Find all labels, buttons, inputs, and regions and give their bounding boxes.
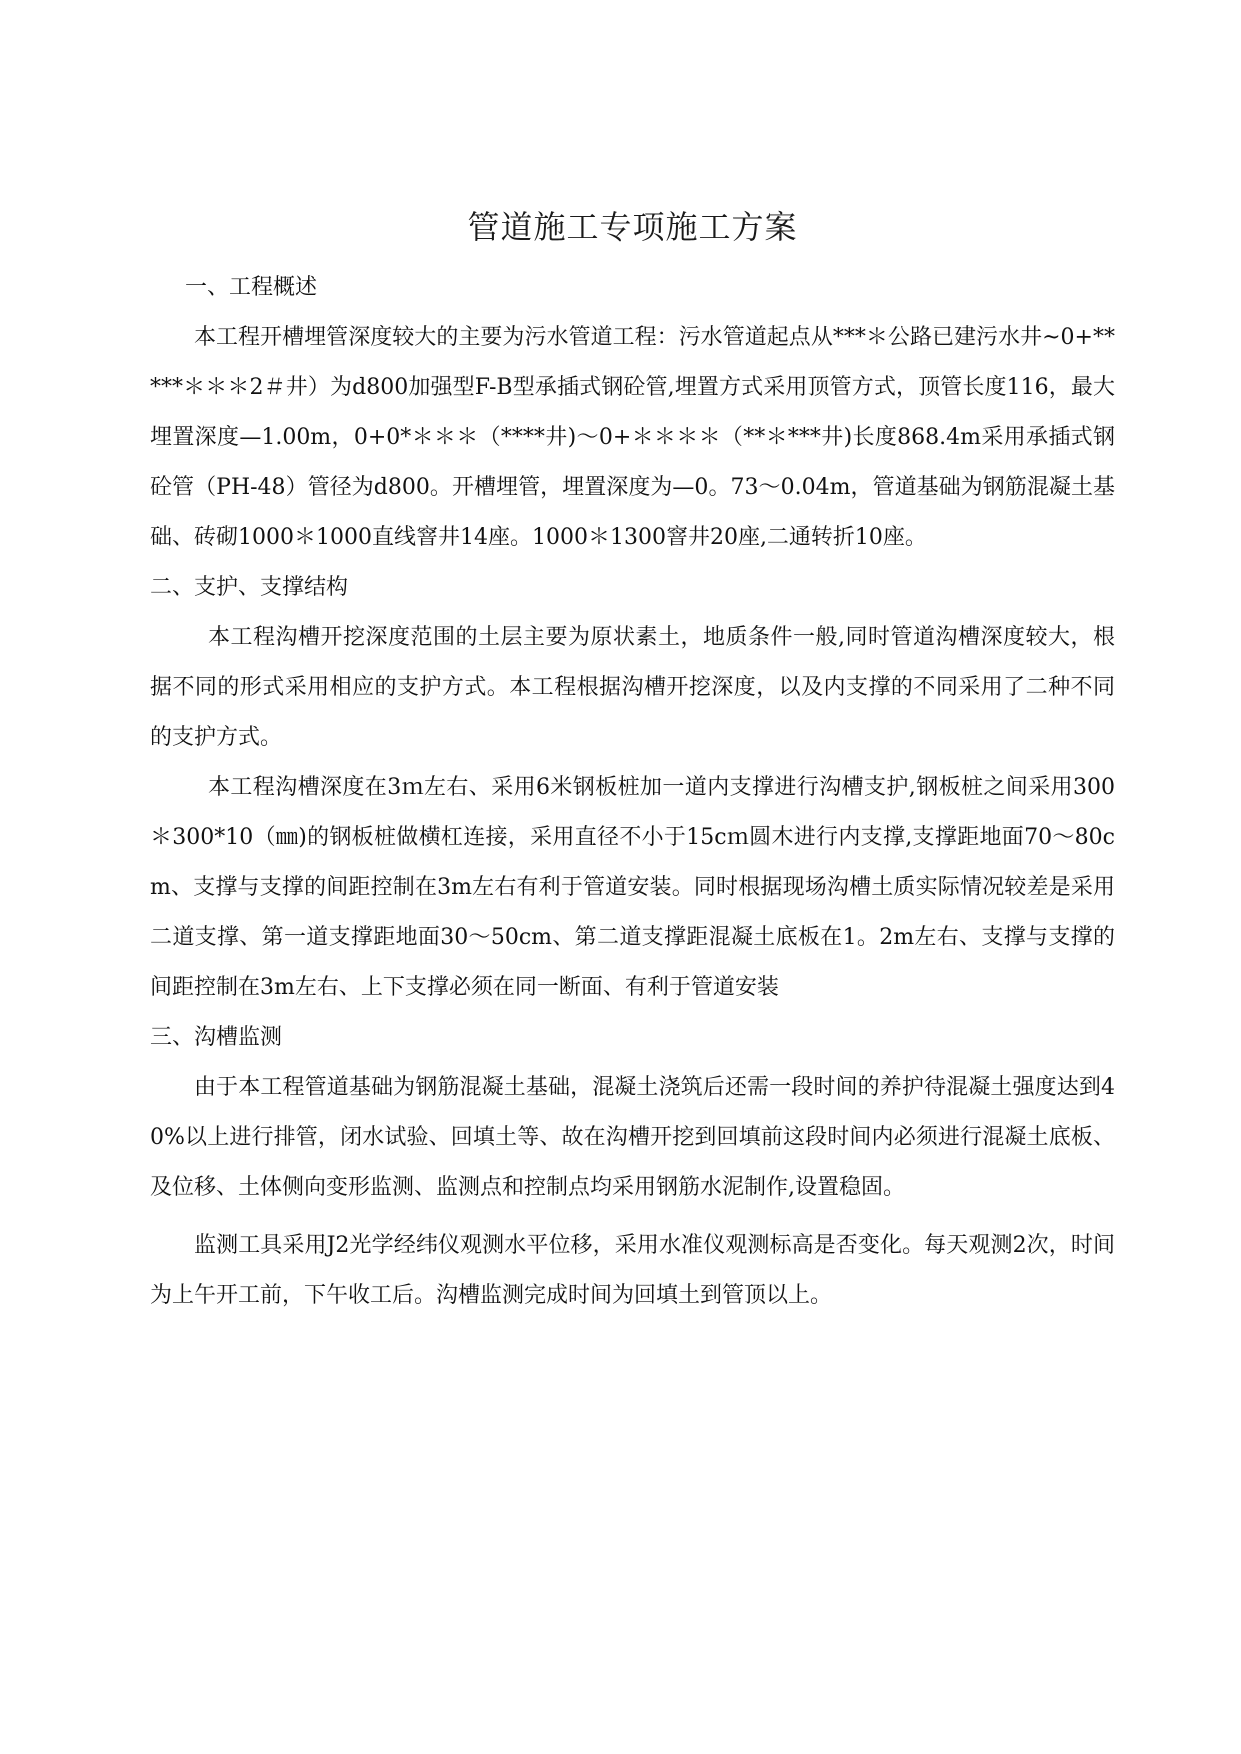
section-heading: 一、工程概述 [185,275,318,300]
section-support-structure [150,563,1115,1013]
section-paragraph: 由于本工程管道基础为钢筋混凝土基础，混凝土浇筑后还需一段时间的养护待混凝土强度达到40%以上进行排管，闭水试验、回填土等、故在沟槽开挖到回填前这段时间内必须进行混凝土底板、及位移、土体侧向变形监测、监测点和控制点均采用钢筋水泥制作,设置稳固。 [150,1075,1115,1200]
section-paragraph: 本工程开槽埋管深度较大的主要为污水管道工程：污水管道起点从***＊公路已建污水井~0+*****＊＊＊2＃井）为d800加强型F-B型承插式钢砼管,埋置方式采用顶管方式，顶管长度116，最大埋置深度—1.00m，0+0*＊＊＊（****井)～0+＊＊＊＊（**＊***井)长度868.4m采用承插式钢砼管（PH-48）管径为d800。开槽埋管，埋置深度为—0。73～0.04m，管道基础为钢筋混凝土基础、砖砌1000＊1000直线窨井14座。1000＊1300窨井20座,二通转折10座。 [150,325,1115,550]
section-heading: 三、沟槽监测 [150,1025,283,1050]
document-title: 管道施工专项施工方案 [467,208,798,246]
section-paragraph: 监测工具采用J2光学经纬仪观测水平位移，采用水准仪观测标高是否变化。每天观测2次，时间为上午开工前，下午收工后。沟槽监测完成时间为回填土到管顶以上。 [150,1233,1115,1308]
section-paragraph: 本工程沟槽开挖深度范围的土层主要为原状素土，地质条件一般,同时管道沟槽深度较大，根据不同的形式采用相应的支护方式。本工程根据沟槽开挖深度，以及内支撑的不同采用了二种不同的支护方式。 [150,625,1115,750]
section-heading: 二、支护、支撑结构 [150,575,349,600]
section-overview [150,263,1115,563]
section-paragraph: 本工程沟槽深度在3ｍ左右、采用6米钢板桩加一道内支撑进行沟槽支护,钢板桩之间采用300＊300*10（㎜)的钢板桩做横杠连接，采用直径不小于15cｍ圆木进行内支撑,支撑距地面70～80cm、支撑与支撑的间距控制在3m左右有利于管道安装。同时根据现场沟槽土质实际情况较差是采用二道支撑、第一道支撑距地面30～50cm、第二道支撑距混凝土底板在1。2m左右、支撑与支撑的间距控制在3m左右、上下支撑必须在同一断面、有利于管道安装 [150,775,1115,1000]
document-body [150,205,1115,1321]
paragraph-gap [150,1213,1115,1221]
section-trench-monitoring [150,1013,1115,1321]
